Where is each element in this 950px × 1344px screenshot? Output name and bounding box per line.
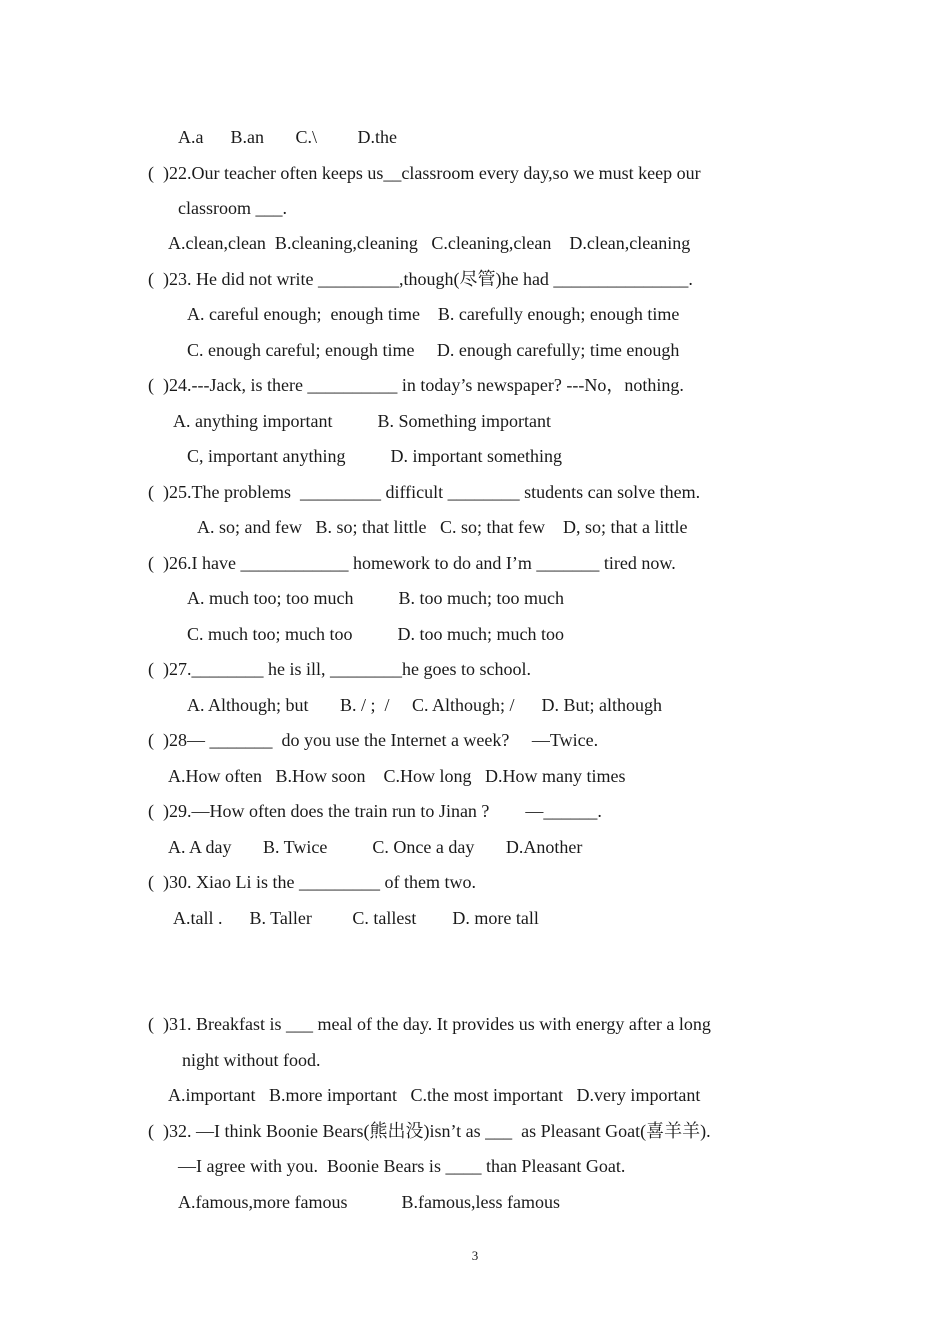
q23-options-cd: C. enough careful; enough time D. enough carefully; time enough bbox=[187, 340, 680, 360]
q22-stem: ( )22.Our teacher often keeps us__classroom every day,so we must keep our bbox=[148, 163, 701, 183]
q32-stem-cont: —I agree with you. Boonie Bears is ____ than Pleasant Goat. bbox=[178, 1156, 626, 1176]
q23-stem: ( )23. He did not write _________,though(尽管)he had _______________. bbox=[148, 269, 693, 289]
q22-options: A.clean,clean B.cleaning,cleaning C.cleaning,clean D.clean,cleaning bbox=[168, 233, 691, 253]
q28-options: A.How often B.How soon C.How long D.How many times bbox=[168, 766, 626, 786]
q30-stem: ( )30. Xiao Li is the _________ of them two. bbox=[148, 872, 476, 892]
q28-stem: ( )28— _______ do you use the Internet a week? —Twice. bbox=[148, 730, 599, 750]
q31-stem-cont: night without food. bbox=[182, 1050, 321, 1070]
q26-options-ab: A. much too; too much B. too much; too much bbox=[187, 588, 564, 608]
q27-stem: ( )27.________ he is ill, ________he goes to school. bbox=[148, 659, 531, 679]
q32-options-ab: A.famous,more famous B.famous,less famous bbox=[178, 1192, 560, 1212]
q29-stem: ( )29.—How often does the train run to Jinan ? —______. bbox=[148, 801, 602, 821]
q26-options-cd: C. much too; much too D. too much; much too bbox=[187, 624, 564, 644]
q29-options: A. A day B. Twice C. Once a day D.Another bbox=[168, 837, 583, 857]
q30-options: A.tall . B. Taller C. tallest D. more tall bbox=[173, 908, 539, 928]
q24-options-ab: A. anything important B. Something important bbox=[173, 411, 551, 431]
q21-options: A.a B.an C.\ D.the bbox=[178, 127, 397, 147]
q22-stem-cont: classroom ___. bbox=[178, 198, 287, 218]
page-number: 3 bbox=[471, 1248, 479, 1263]
q24-options-cd: C, important anything D. important something bbox=[187, 446, 562, 466]
q25-stem: ( )25.The problems _________ difficult ________ students can solve them. bbox=[148, 482, 701, 502]
q23-options-ab: A. careful enough; enough time B. carefully enough; enough time bbox=[187, 304, 680, 324]
q25-options: A. so; and few B. so; that little C. so; that few D, so; that a little bbox=[197, 517, 688, 537]
q31-stem: ( )31. Breakfast is ___ meal of the day. It provides us with energy after a long bbox=[148, 1014, 711, 1034]
q24-stem: ( )24.---Jack, is there __________ in today’s newspaper? ---No，nothing. bbox=[148, 375, 684, 395]
q32-stem: ( )32. —I think Boonie Bears(熊出没)isn’t as ___ as Pleasant Goat(喜羊羊). bbox=[148, 1121, 711, 1141]
q26-stem: ( )26.I have ____________ homework to do and I’m _______ tired now. bbox=[148, 553, 676, 573]
q31-options: A.important B.more important C.the most important D.very important bbox=[168, 1085, 701, 1105]
q27-options: A. Although; but B. / ; / C. Although; / D. But; although bbox=[187, 695, 663, 715]
